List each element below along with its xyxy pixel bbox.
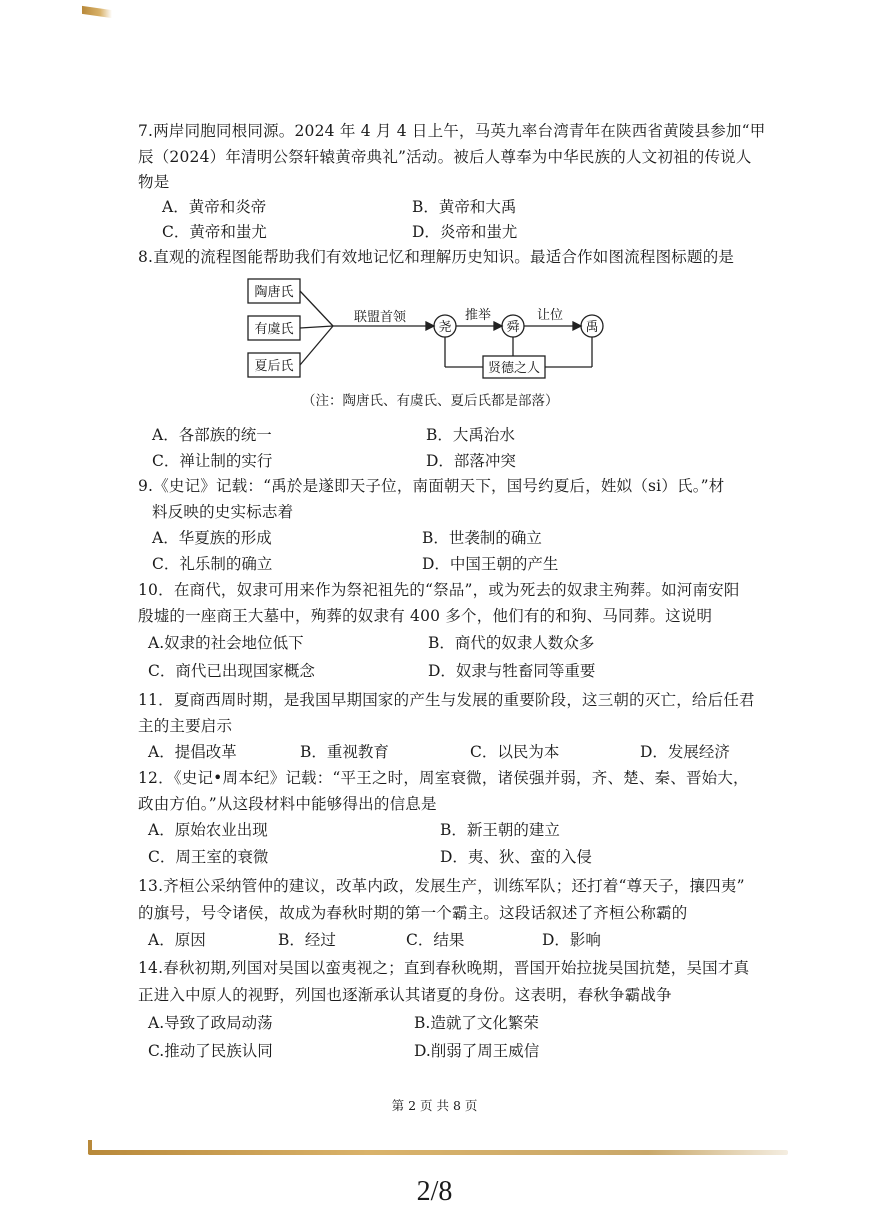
tribe-xiahou: 夏后氏 <box>254 359 294 374</box>
q11-option-c: C．以民为本 <box>470 743 560 761</box>
q9-line-2: 料反映的史实标志着 <box>152 503 294 521</box>
q9-option-a: A．华夏族的形成 <box>152 529 272 547</box>
q10-line-1: 10．在商代，奴隶可用来作为祭祀祖先的“祭品”，或为死去的奴隶主殉葬。如河南安阳 <box>138 581 740 599</box>
q7-option-b: B．黄帝和大禹 <box>412 198 517 216</box>
page-number: 2/8 <box>416 1176 453 1207</box>
virtue-label: 贤德之人 <box>487 361 541 376</box>
q8-option-d: D．部落冲突 <box>426 452 516 470</box>
q14-option-b: B.造就了文化繁荣 <box>414 1014 539 1032</box>
q8-option-a: A．各部族的统一 <box>152 426 272 444</box>
q11-option-d: D．发展经济 <box>640 743 730 761</box>
q14-line-1: 14.春秋初期,列国对吴国以蛮夷视之；直到春秋晚期，晋国开始拉拢吴国抗楚，吴国才真 <box>138 959 750 977</box>
yu-label: 禹 <box>585 320 599 335</box>
q10-option-d: D．奴隶与牲畜同等重要 <box>428 662 596 680</box>
q13-line-2: 的旗号，号令诸侯，故成为春秋时期的第一个霸主。这段话叙述了齐桓公称霸的 <box>138 904 688 922</box>
q9-option-d: D．中国王朝的产生 <box>422 555 559 573</box>
q9-line-1: 9.《史记》记载：“禹於是遂即天子位，南面朝天下，国号约夏后，姓姒（si）氏。”材 <box>138 477 725 495</box>
q7-option-c: C．黄帝和蚩尤 <box>162 223 267 241</box>
tribe-taotang: 陶唐氏 <box>254 285 294 300</box>
q10-option-a: A.奴隶的社会地位低下 <box>148 634 304 652</box>
q7-line-3: 物是 <box>138 173 170 191</box>
q13-option-a: A．原因 <box>148 931 206 949</box>
page-footer: 第 2 页 共 8 页 <box>391 1098 478 1113</box>
abdicate-label: 让位 <box>536 308 564 323</box>
q12-line-2: 政由方伯。”从这段材料中能够得出的信息是 <box>138 795 437 813</box>
q10-option-b: B．商代的奴隶人数众多 <box>428 634 595 652</box>
q11-option-a: A．提倡改革 <box>148 743 237 761</box>
q12-line-1: 12．《史记•周本纪》记载：“平王之时，周室衰微，诸侯强并弱，齐、楚、秦、晋始大， <box>138 769 749 787</box>
q10-option-c: C．商代已出现国家概念 <box>148 662 315 680</box>
q10-line-2: 殷墟的一座商王大墓中，殉葬的奴隶有 400 多个，他们有的和狗、马同葬。这说明 <box>138 607 713 625</box>
recommend-label: 推举 <box>464 308 492 323</box>
q9-option-c: C．礼乐制的确立 <box>152 555 273 573</box>
flow-diagram <box>240 276 620 386</box>
q9-option-b: B．世袭制的确立 <box>422 529 542 547</box>
tribe-youyu: 有虞氏 <box>254 322 294 337</box>
q7-line-1: 7.两岸同胞同根同源。2024 年 4 月 4 日上午，马英九率台湾青年在陕西省黄陵县参加“甲 <box>138 122 766 140</box>
q12-option-b: B．新王朝的建立 <box>440 821 560 839</box>
q7-line-2: 辰（2024）年清明公祭轩辕黄帝典礼”活动。被后人尊奉为中华民族的人文初祖的传说人 <box>138 148 752 166</box>
q14-line-2: 正进入中原人的视野，列国也逐渐承认其诸夏的身份。这表明，春秋争霸战争 <box>138 986 672 1004</box>
q12-option-d: D．夷、狄、蛮的入侵 <box>440 848 592 866</box>
q13-option-b: B．经过 <box>278 931 336 949</box>
q11-line-2: 主的主要启示 <box>138 717 233 735</box>
diagram-caption: （注：陶唐氏、有虞氏、夏后氏都是部落） <box>302 393 559 409</box>
q7-option-d: D．炎帝和蚩尤 <box>412 223 518 241</box>
q13-option-c: C．结果 <box>406 931 465 949</box>
q11-line-1: 11．夏商西周时期，是我国早期国家的产生与发展的重要阶段，这三朝的灭亡，给后任君 <box>138 691 755 709</box>
tape-mark <box>82 6 112 18</box>
q12-option-c: C．周王室的衰微 <box>148 848 269 866</box>
q14-option-c: C.推动了民族认同 <box>148 1042 273 1060</box>
q8-line-1: 8.直观的流程图能帮助我们有效地记忆和理解历史知识。最适合作如图流程图标题的是 <box>138 248 735 266</box>
q7-option-a: A．黄帝和炎帝 <box>162 198 267 216</box>
q14-option-d: D.削弱了周王威信 <box>414 1042 540 1060</box>
yao-label: 尧 <box>438 320 452 335</box>
q8-option-c: C．禅让制的实行 <box>152 452 273 470</box>
q13-line-1: 13.齐桓公采纳管仲的建议，改革内政，发展生产，训练军队；还打着“尊天子，攘四夷” <box>138 877 745 895</box>
alliance-label: 联盟首领 <box>353 310 407 325</box>
binding-rule <box>88 1150 788 1155</box>
shun-label: 舜 <box>506 320 520 335</box>
q13-option-d: D．影响 <box>542 931 601 949</box>
q11-option-b: B．重视教育 <box>300 743 389 761</box>
q12-option-a: A．原始农业出现 <box>148 821 268 839</box>
q14-option-a: A.导致了政局动荡 <box>148 1014 273 1032</box>
q8-option-b: B．大禹治水 <box>426 426 515 444</box>
